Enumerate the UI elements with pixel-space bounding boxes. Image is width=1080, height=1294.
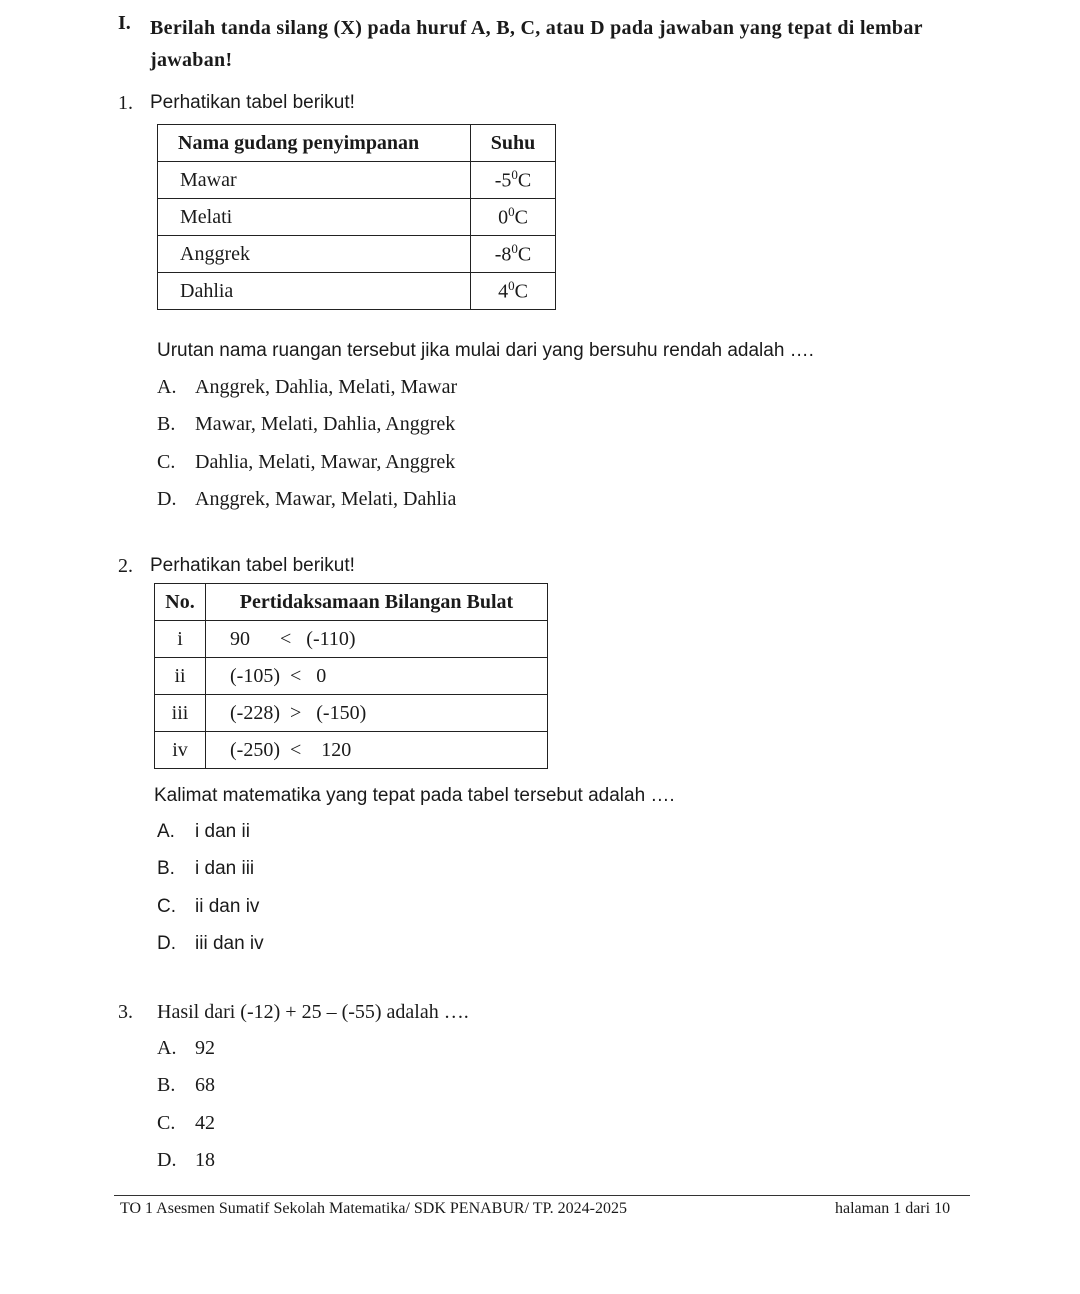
row-number: ii <box>155 658 206 695</box>
option-text: i dan ii <box>195 821 250 842</box>
q1-header-name: Nama gudang penyimpanan <box>158 125 471 162</box>
q1-table <box>157 124 556 310</box>
option-text: 92 <box>195 1037 215 1059</box>
q1-option-a[interactable] <box>157 376 457 399</box>
option-letter: A. <box>157 376 177 398</box>
temp-value: 4 <box>498 280 509 303</box>
q2-header-inequality: Pertidaksamaan Bilangan Bulat <box>206 584 548 621</box>
row-number: iv <box>155 732 206 769</box>
temp-degree: 0 <box>508 278 515 294</box>
q2-option-d[interactable] <box>157 933 264 955</box>
option-letter: C. <box>157 1112 176 1134</box>
section-instruction: Berilah tanda silang (X) pada huruf A, B, C, atau D pada jawaban yang tepat di lembar jawaban! <box>150 17 923 71</box>
option-text: 68 <box>195 1074 215 1096</box>
temperature <box>471 236 556 273</box>
q3-option-a[interactable] <box>157 1037 215 1060</box>
temp-value: -5 <box>494 169 512 192</box>
option-letter: A. <box>157 1037 177 1059</box>
temp-unit: C <box>517 169 532 192</box>
table-row <box>155 658 548 695</box>
table-row <box>155 695 548 732</box>
q1-option-b[interactable] <box>157 413 455 436</box>
q2-option-a[interactable] <box>157 821 250 843</box>
q3-option-d[interactable] <box>157 1149 215 1172</box>
q1-number: 1. <box>118 92 133 114</box>
temp-value: 0 <box>498 206 509 229</box>
footer-divider <box>114 1195 970 1196</box>
q2-option-c[interactable] <box>157 896 259 918</box>
option-letter: B. <box>157 1074 176 1096</box>
footer-title: TO 1 Asesmen Sumatif Sekolah Matematika/ SDK PENABUR/ TP. 2024-2025 <box>120 1200 627 1217</box>
q3-question: Hasil dari (-12) + 25 – (-55) adalah …. <box>157 1001 469 1023</box>
q2-table-header-row <box>155 584 548 621</box>
page-indicator: halaman 1 dari 10 <box>835 1200 951 1217</box>
option-text: Anggrek, Mawar, Melati, Dahlia <box>195 488 457 510</box>
q3-number: 3. <box>118 1001 133 1023</box>
q2-question: Kalimat matematika yang tepat pada tabel tersebut adalah …. <box>154 785 675 806</box>
option-text: Mawar, Melati, Dahlia, Anggrek <box>195 413 456 435</box>
q2-option-b[interactable] <box>157 858 254 880</box>
option-letter: B. <box>157 413 176 435</box>
warehouse-name: Melati <box>158 199 471 236</box>
inequality: 90 < (-110) <box>206 621 548 658</box>
option-text: 18 <box>195 1149 215 1171</box>
q2-table <box>154 583 548 769</box>
warehouse-name: Dahlia <box>158 273 471 310</box>
table-row <box>158 273 556 310</box>
inequality: (-105) < 0 <box>206 658 548 695</box>
q3-option-b[interactable] <box>157 1074 215 1097</box>
table-row <box>155 621 548 658</box>
temp-unit: C <box>514 206 528 229</box>
option-text: ii dan iv <box>195 896 260 917</box>
option-letter: B. <box>157 858 175 879</box>
temp-unit: C <box>514 280 528 303</box>
option-text: iii dan iv <box>195 933 264 954</box>
inequality: (-250) < 120 <box>206 732 548 769</box>
row-number: iii <box>155 695 206 732</box>
q2-number: 2. <box>118 555 133 577</box>
temperature <box>471 199 556 236</box>
temperature <box>471 273 556 310</box>
q3-option-c[interactable] <box>157 1112 215 1135</box>
q2-header-no: No. <box>155 584 206 621</box>
q1-prompt: Perhatikan tabel berikut! <box>150 92 355 113</box>
option-letter: D. <box>157 488 177 510</box>
table-row <box>158 236 556 273</box>
q1-question: Urutan nama ruangan tersebut jika mulai dari yang bersuhu rendah adalah …. <box>157 340 814 361</box>
temp-degree: 0 <box>508 204 515 220</box>
temperature <box>471 162 556 199</box>
warehouse-name: Mawar <box>158 162 471 199</box>
temp-value: -8 <box>494 243 512 266</box>
row-number: i <box>155 621 206 658</box>
temp-degree: 0 <box>511 241 518 257</box>
q1-option-c[interactable] <box>157 451 455 474</box>
option-letter: D. <box>157 1149 177 1171</box>
table-row <box>158 199 556 236</box>
q2-prompt: Perhatikan tabel berikut! <box>150 555 355 576</box>
temp-unit: C <box>517 243 532 266</box>
option-letter: A. <box>157 821 175 842</box>
option-text: i dan iii <box>195 858 255 879</box>
table-row <box>155 732 548 769</box>
inequality: (-228) > (-150) <box>206 695 548 732</box>
option-text: Anggrek, Dahlia, Melati, Mawar <box>195 376 458 398</box>
q1-table-header-row <box>158 125 556 162</box>
q1-option-d[interactable] <box>157 488 456 511</box>
option-letter: C. <box>157 896 176 917</box>
section-number: I. <box>118 12 131 34</box>
option-text: Dahlia, Melati, Mawar, Anggrek <box>195 451 456 473</box>
q1-header-temp: Suhu <box>471 125 556 162</box>
table-row <box>158 162 556 199</box>
temp-degree: 0 <box>511 167 518 183</box>
option-letter: D. <box>157 933 176 954</box>
option-text: 42 <box>195 1112 215 1134</box>
option-letter: C. <box>157 451 176 473</box>
warehouse-name: Anggrek <box>158 236 471 273</box>
